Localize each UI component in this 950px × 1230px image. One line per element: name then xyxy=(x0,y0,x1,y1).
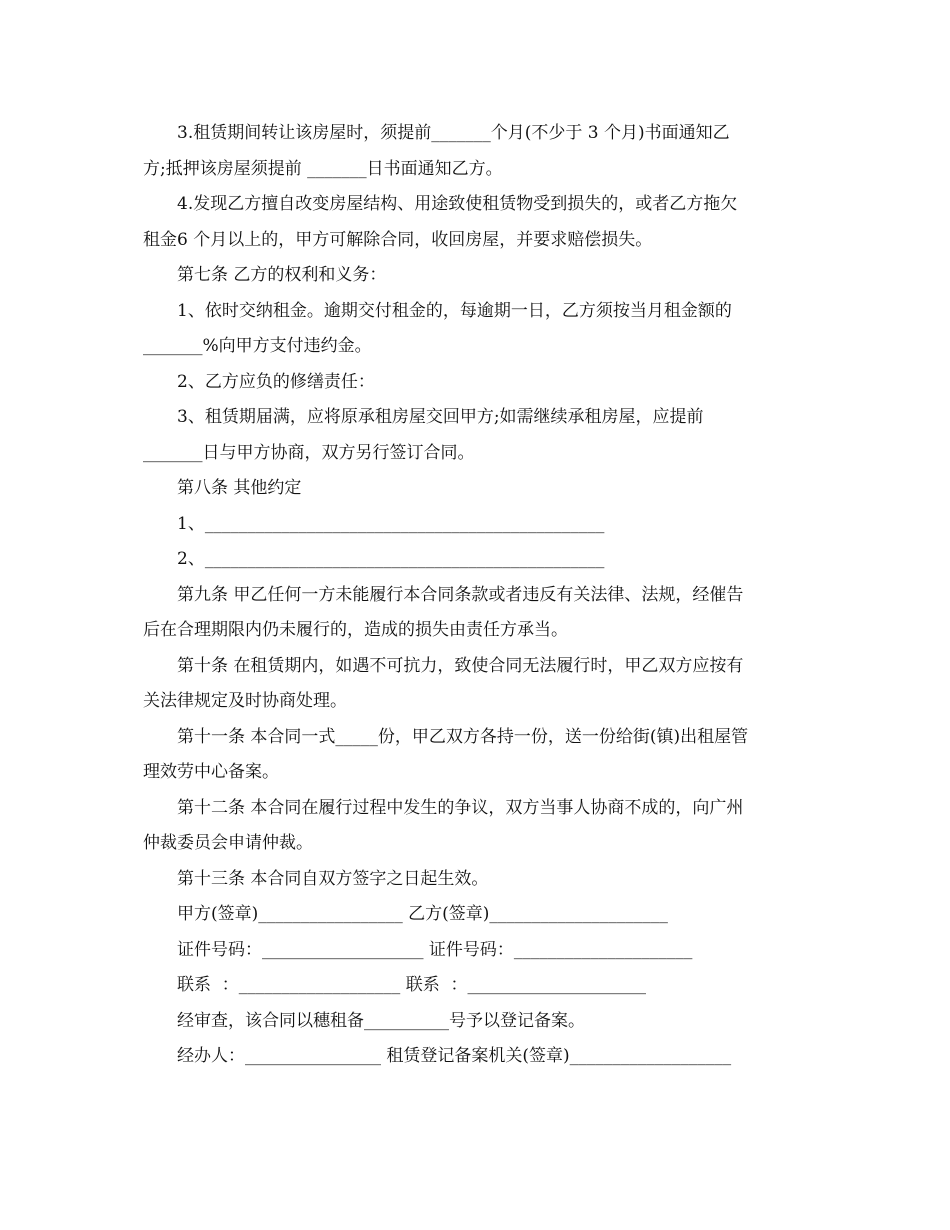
section-article-9: 第九条 甲乙任何一方未能履行本合同条款或者违反有关法律、法规，经催告 xyxy=(177,584,744,605)
other-agreement-line-2: 2、_______________________________________________ xyxy=(177,549,605,569)
text-line: _______%向甲方支付违约金。 xyxy=(143,336,372,356)
text-line: 2、乙方应负的修缮责任： xyxy=(177,371,375,392)
text-line: _______日与甲方协商，双方另行签订合同。 xyxy=(143,442,475,463)
section-article-12: 第十二条 本合同在履行过程中发生的争议，双方当事人协商不成的，向广州 xyxy=(177,797,744,818)
section-heading-article-7: 第七条 乙方的权利和义务： xyxy=(177,265,387,285)
text-line: 关法律规定及时协商处理。 xyxy=(143,691,347,711)
handler-line: 经办人：________________ 租赁登记备案机关(签章)___________________ xyxy=(177,1046,732,1066)
id-number-line: 证件号码：___________________ 证件号码：_____________________ xyxy=(177,939,693,960)
text-line: 后在合理期限内仍未履行的，造成的损失由责任方承当。 xyxy=(143,620,568,640)
text-line: 1、依时交纳租金。逾期交付租金的，每逾期一日，乙方须按当月租金额的 xyxy=(177,300,732,321)
contract-body xyxy=(143,116,803,1075)
section-article-11: 第十一条 本合同一式_____份，甲乙双方各持一份，送一份给街(镇)出租屋管 xyxy=(177,726,749,747)
text-line: 4.发现乙方擅自改变房屋结构、用途致使租赁物受到损失的，或者乙方拖欠 xyxy=(177,194,738,214)
text-line: 3、租赁期届满，应将原承租房屋交回甲方;如需继续承租房屋，应提前 xyxy=(177,407,704,427)
text-line: 租金6 个月以上的，甲方可解除合同，收回房屋，并要求赔偿损失。 xyxy=(143,229,653,250)
other-agreement-line-1: 1、_______________________________________________ xyxy=(177,513,605,534)
signature-line: 甲方(签章)_________________ 乙方(签章)_____________________ xyxy=(177,904,668,924)
text-line: 理效劳中心备案。 xyxy=(143,762,279,782)
section-article-13: 第十三条 本合同自双方签字之日起生效。 xyxy=(177,868,489,889)
registration-line: 经审查，该合同以穗租备__________号予以登记备案。 xyxy=(177,1010,585,1031)
text-line: 仲裁委员会申请仲裁。 xyxy=(143,833,313,853)
section-article-10: 第十条 在租赁期内，如遇不可抗力，致使合同无法履行时，甲乙双方应按有 xyxy=(177,655,744,676)
contact-line: 联系 ：___________________ 联系 ：_____________________ xyxy=(177,975,647,995)
text-line: 3.租赁期间转让该房屋时，须提前_______个月(不少于 3 个月)书面通知乙 xyxy=(177,123,730,143)
section-heading-article-8: 第八条 其他约定 xyxy=(177,478,302,498)
text-line: 方;抵押该房屋须提前 _______日书面通知乙方。 xyxy=(143,158,503,179)
